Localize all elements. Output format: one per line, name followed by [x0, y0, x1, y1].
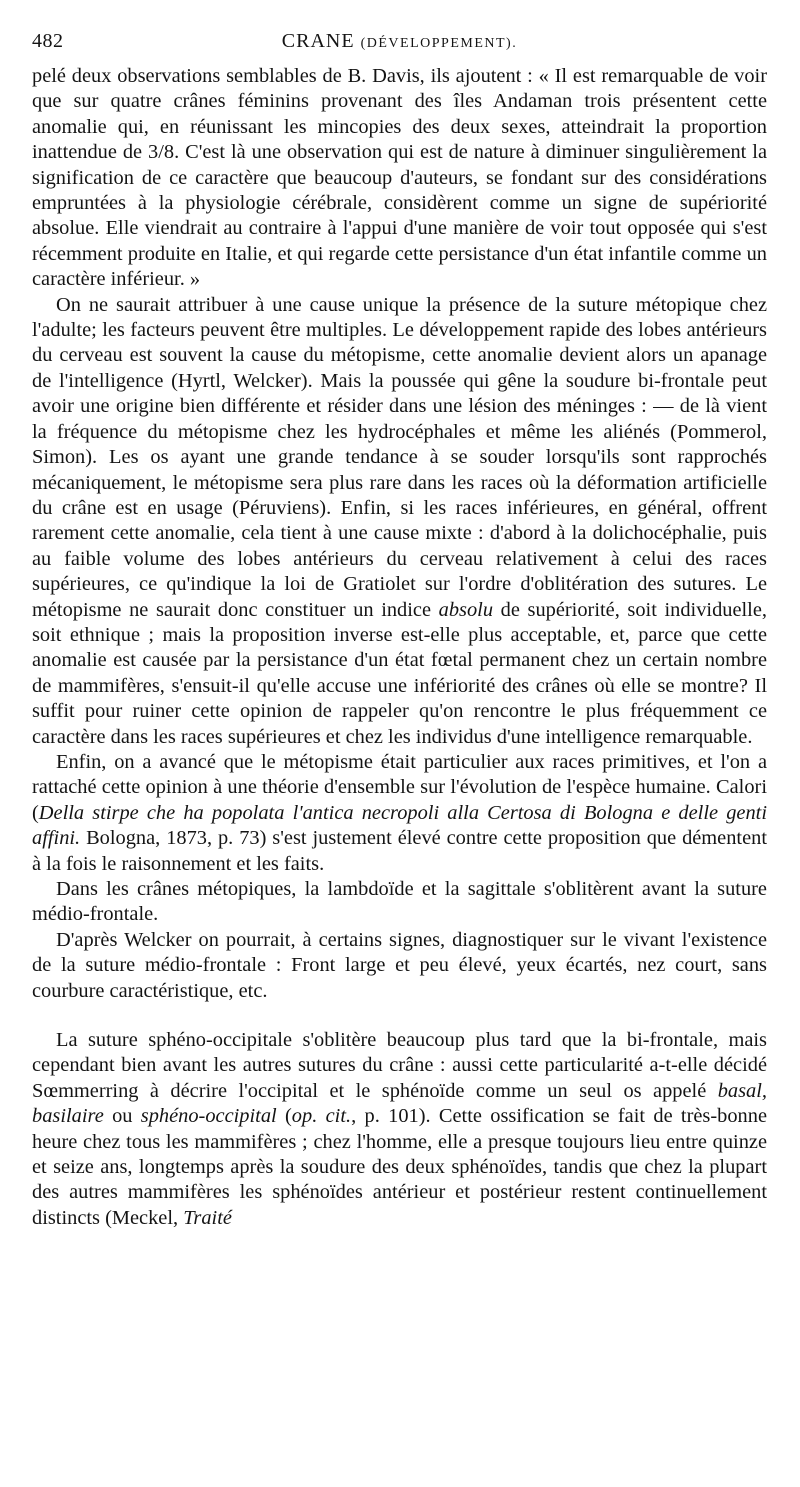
page-header: [32, 24, 767, 64]
paragraph-3: [32, 750, 767, 877]
text-run: D'après Welcker on pourrait, à certains signes, diagnostiquer sur le vivant l'existence de la suture médio-frontale : Front large et peu élevé, yeux écartés, nez court, sans courbure caractéristique, etc.: [32, 928, 767, 1002]
text-run: ou: [103, 1105, 141, 1128]
italic-run: sphéno-occipital: [140, 1105, 277, 1128]
paragraph-4: [32, 877, 767, 928]
italic-run: Traité: [183, 1206, 232, 1229]
text-run: Enfin, on a avancé que le métopisme était particulier aux races primitives, et l'on a rattaché cette opinion à une théorie d'ensemble sur l'évolution de l'espèce humaine. Calori (: [32, 750, 767, 824]
text-run: Dans les crânes métopiques, la lambdoïde et la sagittale s'oblitèrent avant la suture médio-frontale.: [32, 878, 767, 926]
italic-run: op. cit.: [291, 1105, 352, 1128]
text-run: (: [276, 1105, 292, 1128]
text-run: Bologna, 1873, p. 73) s'est justement élevé contre cette proposition que démentent à la fois le raisonnement et les faits.: [32, 827, 767, 875]
document-page: [32, 24, 767, 1231]
page-number: 482: [32, 30, 64, 52]
running-title: [32, 30, 767, 53]
paragraph-2: [32, 293, 767, 750]
italic-run: basal, basilaire: [32, 1079, 767, 1128]
text-run: de supériorité, soit individuelle, soit ethnique ; mais la proposition inverse est-elle plus acceptable, et, parce que cette anomalie est causée par la persistance d'un état fœtal permanent chez un certain nombre de mammifères, s'ensuit-il qu'elle accuse une infériorité des crânes où elle se montre? Il suffit pour ruiner cette opinion de rappeler qu'on rencontre le plus fréquemment ce caractère dans les races supérieures et chez les individus d'une intelligence remarquable.: [32, 598, 767, 748]
running-title-main: CRANE: [281, 30, 355, 52]
running-title-subtitle: (DÉVELOPPEMENT).: [360, 36, 518, 51]
italic-run: absolu: [438, 598, 494, 621]
text-run: , p. 101). Cette ossification se fait de très-bonne heure chez tous les mammifères ; chez l'homme, elle a presque toujours lieu entre quinze et seize ans, longtemps après la soudure des deux sphénoïdes, tandis que chez la plupart des autres mammifères les sphénoïdes antérieur et postérieur restent continuellement distincts (Meckel,: [32, 1105, 767, 1229]
body-text: [32, 64, 767, 1231]
italic-run: Della stirpe che ha popolata l'antica necropoli alla Certosa di Bologna e delle genti affini.: [32, 801, 767, 850]
text-run: La suture sphéno-occipitale s'oblitère beaucoup plus tard que la bi-frontale, mais cependant bien avant les autres sutures du crâne : aussi cette particularité a-t-elle décidé Sœmmerring à décrire l'occipital et le sphénoïde comme un seul os appelé: [32, 1029, 767, 1102]
paragraph-6: [32, 1028, 767, 1231]
text-run: pelé deux observations semblables de B. Davis, ils ajoutent : « Il est remarquable de voir que sur quatre crânes féminins provenant des îles Andaman trois présentent cette anomalie qui, en réunissant les mincopies des deux sexes, atteindrait la proportion inattendue de 3/8. C'est là une observation qui est de nature à diminuer singulièrement la signification de ce caractère que beaucoup d'auteurs, se fondant sur des considérations empruntées à la physiologie cérébrale, considèrent comme un signe de supériorité absolue. Elle viendrait au contraire à l'appui d'une manière de voir tout opposée qui s'est récemment produite en Italie, et qui regarde cette persistance d'un état infantile comme un caractère inférieur. »: [32, 65, 767, 291]
paragraph-1: [32, 64, 767, 293]
text-run: On ne saurait attribuer à une cause unique la présence de la suture métopique chez l'adulte; les facteurs peuvent être multiples. Le développement rapide des lobes antérieurs du cerveau est souvent la cause du métopisme, cette anomalie devient alors un apanage de l'intelligence (Hyrtl, Welcker). Mais la poussée qui gêne la soudure bi-frontale peut avoir une origine bien différente et résider dans une lésion des méninges : — de là vient la fréquence du métopisme chez les hydrocéphales et même les aliénés (Pommerol, Simon). Les os ayant une grande tendance à se souder lorsqu'ils sont rapprochés mécaniquement, le métopisme sera plus rare dans les races où la déformation artificielle du crâne est en usage (Péruviens). Enfin, si les races inférieures, en général, offrent rarement cette anomalie, cela tient à une cause mixte : d'abord à la dolichocéphalie, puis au faible volume des lobes antérieurs du cerveau relativement à celui des races supérieures, ce qu'indique la loi de Gratiolet sur l'ordre d'oblitération des sutures. Le métopisme ne saurait donc constituer un indice: [32, 293, 767, 621]
paragraph-5: [32, 928, 767, 1004]
